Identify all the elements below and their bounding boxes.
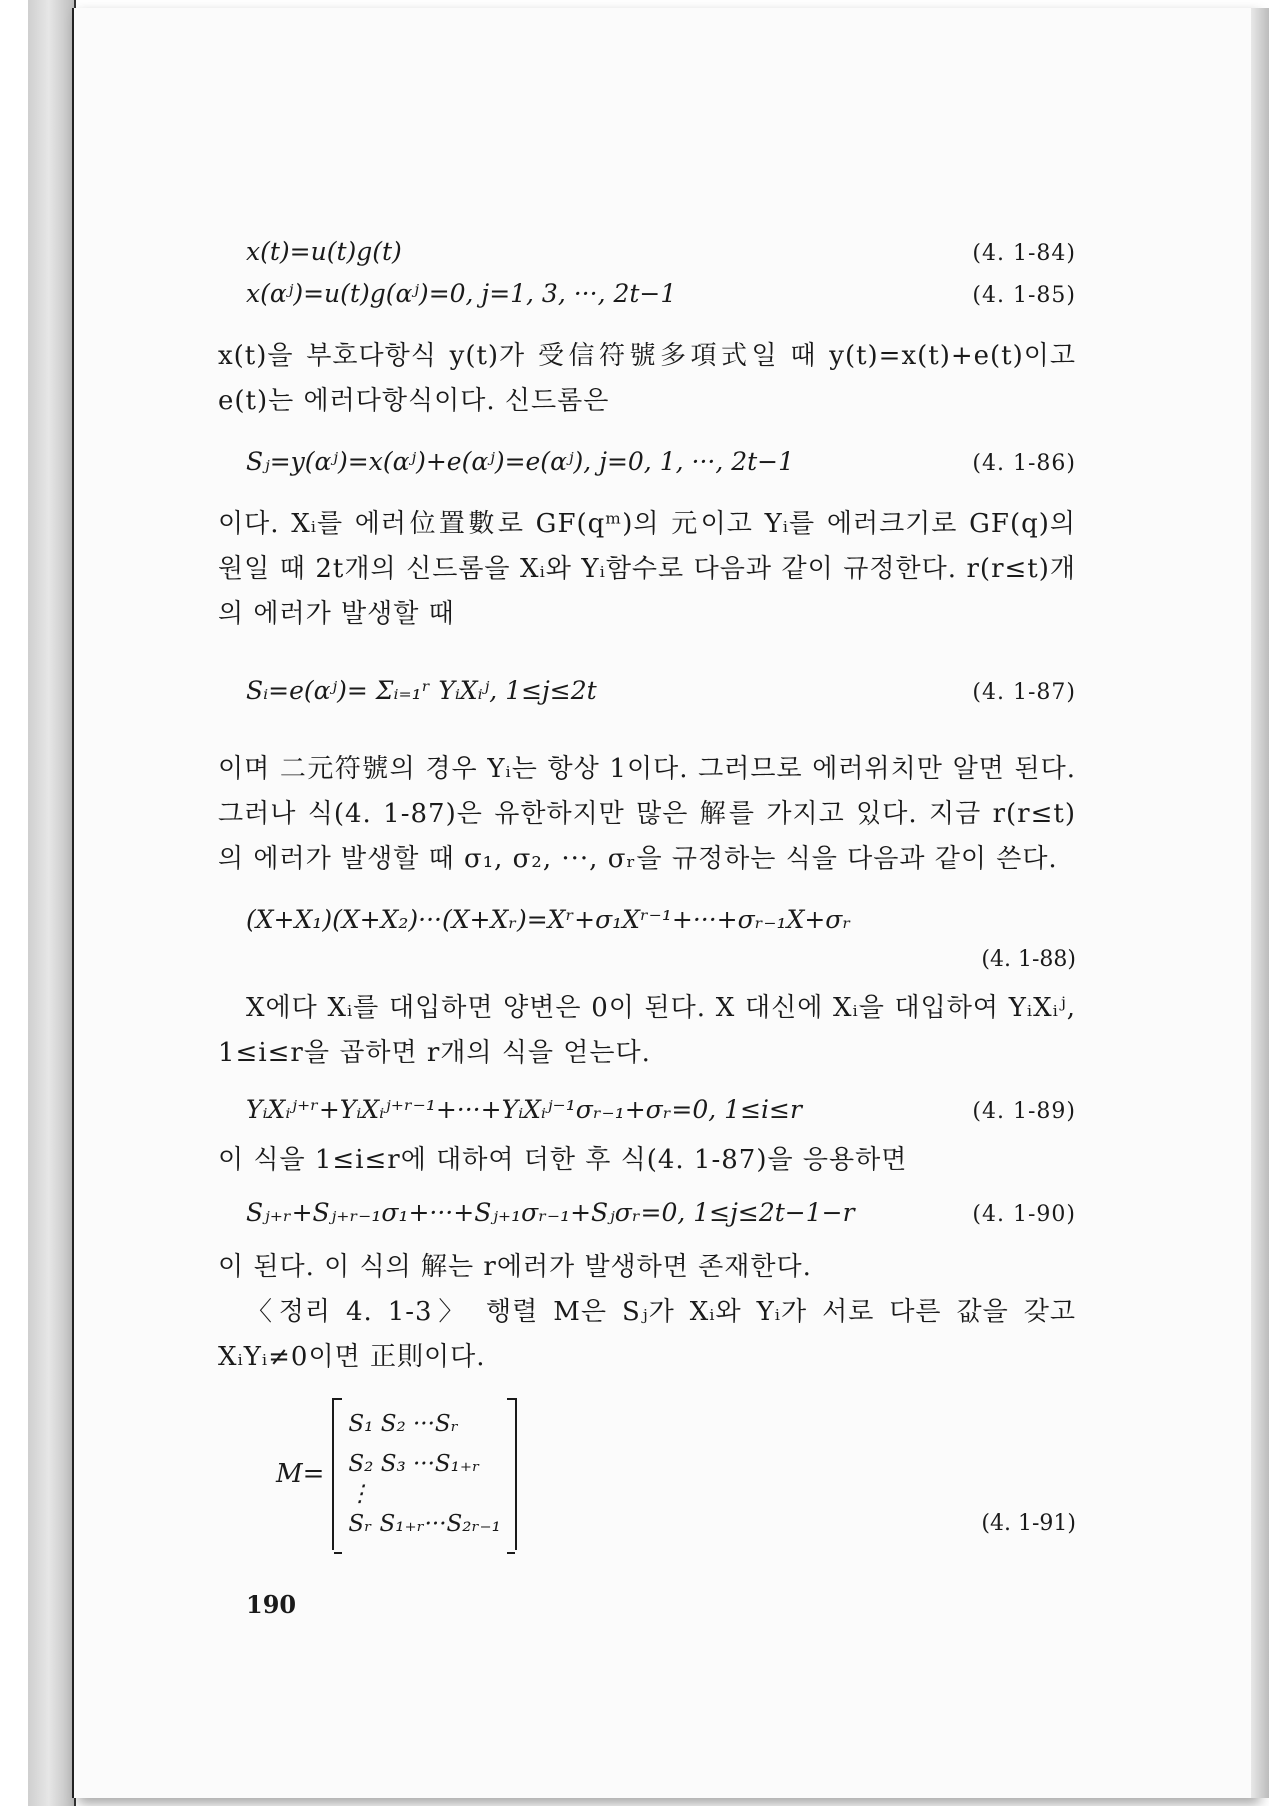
equation-expr: x(αʲ)=u(t)g(αʲ)=0, j=1, 3, ···, 2t−1	[246, 279, 677, 308]
matrix-row: Sᵣ S₁₊ᵣ···S₂ᵣ₋₁	[348, 1511, 501, 1537]
theorem-paragraph: 〈정리 4. 1-3〉 행렬 M은 Sⱼ가 Xᵢ와 Yᵢ가 서로 다른 값을 갖고 XᵢYᵢ≠0이면 正則이다.	[218, 1297, 1076, 1372]
matrix-row: ⋮	[348, 1481, 372, 1507]
equation-number: (4. 1-86)	[972, 451, 1076, 476]
equation-90	[246, 1193, 1076, 1235]
matrix-block	[246, 1398, 517, 1550]
paragraph: 이 된다. 이 식의 解는 r에러가 발생하면 존재한다.	[218, 1252, 812, 1282]
paragraph: X에다 Xᵢ를 대입하면 양변은 0이 된다. X 대신에 Xᵢ을 대입하여 YᵢXᵢʲ, 1≤i≤r을 곱하면 r개의 식을 얻는다.	[218, 993, 1076, 1068]
matrix-name: M=	[276, 1459, 325, 1489]
equation-number: (4. 1-90)	[972, 1202, 1076, 1227]
equation-number: (4. 1-87)	[972, 680, 1076, 705]
equation-number: (4. 1-84)	[972, 241, 1076, 266]
equation-86	[246, 442, 1076, 484]
equation-expr: x(t)=u(t)g(t)	[246, 237, 402, 266]
matrix-row: S₂ S₃ ···S₁₊ᵣ	[348, 1451, 481, 1477]
equation-88	[246, 900, 1076, 940]
book-spine	[28, 0, 76, 1806]
equation-84	[246, 232, 1076, 274]
page-edge	[1251, 8, 1269, 1798]
matrix-row: S₁ S₂ ···Sᵣ	[348, 1411, 459, 1437]
equation-number: (4. 1-85)	[972, 283, 1076, 308]
equation-expr: Sᵢ=e(αʲ)= Σᵢ₌₁ʳ YᵢXᵢʲ, 1≤j≤2t	[246, 676, 597, 705]
equation-87	[246, 671, 1076, 713]
paragraph: 이 식을 1≤i≤r에 대하여 더한 후 식(4. 1-87)을 응용하면	[218, 1145, 908, 1175]
equation-89	[246, 1090, 1076, 1132]
paragraph: x(t)을 부호다항식 y(t)가 受信符號多項式일 때 y(t)=x(t)+e(t)이고 e(t)는 에러다항식이다. 신드롬은	[218, 341, 1076, 416]
equation-number: (4. 1-91)	[981, 1511, 1076, 1536]
equation-expr: (X+X₁)(X+X₂)···(X+Xᵣ)=Xʳ+σ₁Xʳ⁻¹+···+σᵣ₋₁X+σᵣ	[246, 905, 852, 934]
paragraph: 이다. Xᵢ를 에러位置數로 GF(qᵐ)의 元이고 Yᵢ를 에러크기로 GF(q)의 원일 때 2t개의 신드롬을 Xᵢ와 Yᵢ함수로 다음과 같이 규정한다. r(r≤t)개의 에러가 발생할 때	[218, 509, 1076, 629]
page-content	[218, 232, 1076, 1550]
equation-number: (4. 1-88)	[981, 947, 1076, 972]
matrix	[332, 1398, 516, 1550]
paragraph: 이며 二元符號의 경우 Yᵢ는 항상 1이다. 그러므로 에러위치만 알면 된다. 그러나 식(4. 1-87)은 유한하지만 많은 解를 가지고 있다. 지금 r(r≤t)의 에러가 발생할 때 σ₁, σ₂, ···, σᵣ을 규정하는 식을 다음과 같이 쓴다.	[218, 754, 1076, 874]
equation-expr: YᵢXᵢʲ⁺ʳ+YᵢXᵢʲ⁺ʳ⁻¹+···+YᵢXᵢʲ⁻¹σᵣ₋₁+σᵣ=0, 1≤i≤r	[246, 1095, 802, 1124]
equation-85	[246, 274, 1076, 316]
equation-number: (4. 1-89)	[972, 1099, 1076, 1124]
equation-expr: Sⱼ₊ᵣ+Sⱼ₊ᵣ₋₁σ₁+···+Sⱼ₊₁σᵣ₋₁+Sⱼσᵣ=0, 1≤j≤2t−1−r	[246, 1198, 855, 1227]
equation-expr: Sⱼ=y(αʲ)=x(αʲ)+e(αʲ)=e(αʲ), j=0, 1, ···, 2t−1	[246, 447, 795, 476]
page-number: 190	[246, 1590, 297, 1619]
